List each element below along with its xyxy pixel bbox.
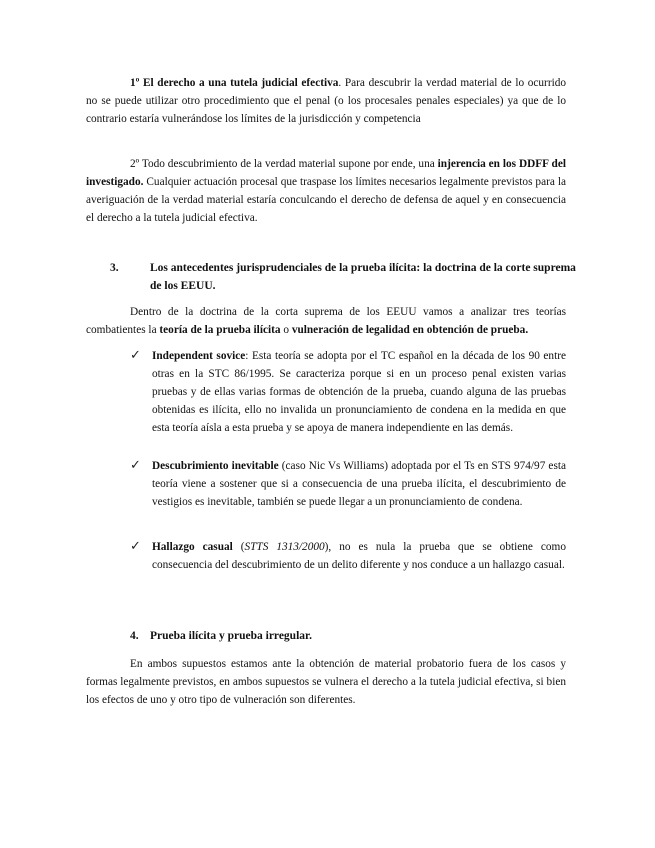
bullet-hallazgo-casual bbox=[130, 538, 566, 574]
paragraph-injerencia bbox=[86, 155, 566, 227]
paragraph-doctrina-text-b: o bbox=[280, 324, 292, 336]
bullet-3-text-b: ), no es nula la prueba que se obtiene como consecuencia del descubrimiento de un delito diferente y nos conduce a un hallazgo casual. bbox=[152, 541, 566, 571]
bullet-3-citation: STTS 1313/2000 bbox=[244, 541, 325, 553]
bullet-1-text: : Esta teoría se adopta por el TC español en la década de los 90 entre otras en la STC 86/1995. Se caracteriza porque si en un proceso penal existen varias pruebas y de ellas varias formas de obtención de la prueba, cuando alguna de las pruebas obtenidas es ilícita, ello no invalida un pronunciamiento de condena en la medida en que esta teoría aísla a esta prueba y se apoya de manera independiente en las demás. bbox=[152, 350, 566, 434]
paragraph-injerencia-text-b: Cualquier actuación procesal que traspase los límites necesarios legalmente previstos para la averiguación de la verdad material estaría conculcando el derecho de defensa de aquel y en consecuencia el derecho a la tutela judicial efectiva. bbox=[86, 176, 566, 224]
paragraph-tutela-judicial-bold: 1º El derecho a una tutela judicial efectiva bbox=[130, 77, 339, 89]
section-3-heading bbox=[110, 259, 586, 295]
checkmark-icon: ✓ bbox=[130, 348, 141, 363]
bullet-3-title: Hallazgo casual bbox=[152, 541, 233, 553]
bullet-2-title: Descubrimiento inevitable bbox=[152, 460, 279, 472]
paragraph-prueba-ilicita bbox=[86, 655, 566, 709]
paragraph-prueba-ilicita-text: En ambos supuestos estamos ante la obtención de material probatorio fuera de los casos y formas legalmente previstos, en ambos supuestos se vulnera el derecho a la tutela judicial efectiva, si bien los efectos de uno y otro tipo de vulneración son diferentes. bbox=[86, 658, 566, 706]
bullet-1-title: Independent sovice bbox=[152, 350, 246, 362]
theory-bullet-list-3 bbox=[130, 538, 566, 574]
paragraph-doctrina-text-a: Dentro de la doctrina de la corta suprema de los EEUU vamos a analizar tres teorías combatientes la bbox=[86, 306, 566, 336]
section-3-title: Los antecedentes jurisprudenciales de la prueba ilícita: la doctrina de la corte suprema de los EEUU. bbox=[150, 262, 576, 292]
paragraph-tutela-judicial bbox=[86, 74, 566, 128]
checkmark-icon: ✓ bbox=[130, 458, 141, 473]
checkmark-icon: ✓ bbox=[130, 539, 141, 554]
theory-bullet-list bbox=[130, 347, 566, 437]
bullet-descubrimiento-inevitable bbox=[130, 457, 566, 511]
bullet-3-text-a: ( bbox=[232, 541, 245, 553]
paragraph-doctrina bbox=[86, 303, 566, 339]
bullet-independent-source bbox=[130, 347, 566, 437]
section-4-number: 4. bbox=[130, 630, 139, 642]
theory-bullet-list-2 bbox=[130, 457, 566, 511]
paragraph-injerencia-bold: injerencia en los DDFF del investigado. bbox=[86, 158, 566, 188]
section-4-title: Prueba ilícita y prueba irregular. bbox=[150, 630, 312, 642]
bullet-2-text: (caso Nic Vs Williams) adoptada por el Ts en STS 974/97 esta teoría viene a sostener que si a consecuencia de una prueba ilícita, el descubrimiento de vestigios es inevitable, también se puede llegar a un pronunciamiento de condena. bbox=[152, 460, 566, 508]
paragraph-tutela-judicial-text: . Para descubrir la verdad material de lo ocurrido no se puede utilizar otro procedimiento que el penal (o los procesales penales especiales) ya que de lo contrario estaría vulnerándose los límites de la jurisdicción y competencia bbox=[86, 77, 567, 125]
paragraph-doctrina-bold-a: teoría de la prueba ilícita bbox=[159, 324, 281, 336]
paragraph-doctrina-bold-b: vulneración de legalidad en obtención de prueba. bbox=[291, 324, 529, 336]
section-3-number: 3. bbox=[110, 262, 119, 274]
section-4-heading bbox=[130, 627, 566, 645]
paragraph-injerencia-text-a: 2º Todo descubrimiento de la verdad material supone por ende, una bbox=[130, 158, 438, 170]
